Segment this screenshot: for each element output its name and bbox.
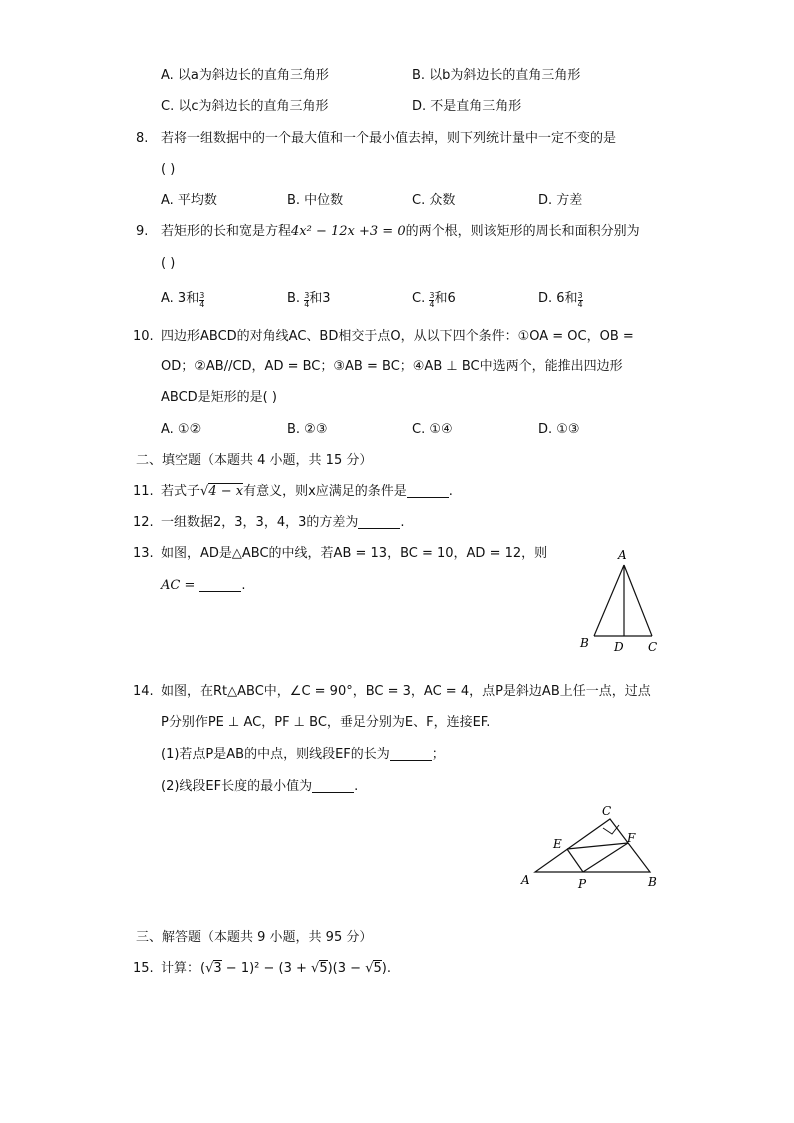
label-c: C	[648, 640, 658, 654]
q10-line2: OD；②AB//CD，AD = BC；③AB = BC；④AB ⊥ BC中选两个，能推出四边形	[161, 359, 623, 374]
answer-blank	[358, 515, 400, 529]
q8-option-b: B. 中位数	[287, 193, 344, 208]
q8-paren: ( )	[161, 162, 176, 177]
q8-option-d: D. 方差	[538, 193, 583, 208]
q14-right-triangle-figure	[515, 800, 665, 895]
q14-line2: P分别作PE ⊥ AC，PF ⊥ BC，垂足分别为E、F，连接EF.	[161, 715, 491, 730]
q10-option-d: D. ①③	[538, 422, 580, 437]
q9-option-d: D. 6和 $\frac{3}{4}$	[538, 291, 583, 309]
answer-blank	[312, 779, 354, 793]
q7-option-c: C. 以c为斜边长的直角三角形	[161, 99, 329, 114]
q10-option-b: B. ②③	[287, 422, 328, 437]
q7-option-b: B. 以b为斜边长的直角三角形	[412, 68, 581, 83]
sqrt-sign: √	[311, 961, 320, 976]
section-2-title: 二、填空题（本题共 4 小题，共 15 分）	[136, 453, 373, 468]
label-a: A	[618, 548, 627, 562]
q13-number: 13.	[133, 546, 154, 561]
q10-number: 10.	[133, 329, 154, 344]
q13-triangle-figure	[570, 545, 670, 655]
q9-paren: ( )	[161, 256, 176, 271]
q14-number: 14.	[133, 684, 154, 699]
q8-text: 若将一组数据中的一个最大值和一个最小值去掉，则下列统计量中一定不变的是	[161, 131, 617, 146]
q13-line2: AC = .	[161, 578, 246, 593]
answer-blank	[390, 747, 432, 761]
label-e: E	[553, 837, 562, 851]
q9-option-a: A. 3和 $\frac{3}{4}$	[161, 291, 205, 309]
q9-number: 9.	[136, 224, 149, 239]
q7-option-d: D. 不是直角三角形	[412, 99, 522, 114]
q10-line3: ABCD是矩形的是( )	[161, 390, 277, 405]
label-p: P	[578, 877, 587, 891]
q15-expression: 计算：(√3 − 1)² − (3 + √5)(3 − √5).	[161, 961, 391, 976]
q12-number: 12.	[133, 515, 154, 530]
q10-option-c: C. ①④	[412, 422, 453, 437]
q14-line1: 如图，在Rt△ABC中，∠C = 90°，BC = 3，AC = 4，点P是斜边AB上任一点，过点	[161, 684, 651, 699]
label-d: D	[614, 640, 624, 654]
q14-sub2: (2)线段EF长度的最小值为 .	[161, 779, 359, 794]
fraction: $\frac{3}{4}$	[429, 291, 435, 309]
q12-text: 一组数据2，3，3，4，3的方差为 .	[161, 515, 405, 530]
q11-number: 11.	[133, 484, 154, 499]
q15-number: 15.	[133, 961, 154, 976]
section-3-title: 三、解答题（本题共 9 小题，共 95 分）	[136, 930, 373, 945]
fraction: $\frac{3}{4}$	[199, 291, 205, 309]
q9-option-c: C. $\frac{3}{4}$ 和6	[412, 291, 456, 309]
q10-option-a: A. ①②	[161, 422, 202, 437]
q9-text: 若矩形的长和宽是方程4x² − 12x +3 = 0的两个根，则该矩形的周长和面积分别为	[161, 224, 640, 239]
q10-line1: 四边形ABCD的对角线AC、BD相交于点O，从以下四个条件：①OA = OC，OB =	[161, 329, 634, 344]
label-f: F	[627, 831, 636, 845]
q11-text: 若式子√4 − x有意义，则x应满足的条件是 .	[161, 484, 453, 499]
label-b: B	[648, 875, 657, 889]
answer-blank	[407, 484, 449, 498]
q8-number: 8.	[136, 131, 149, 146]
q8-option-c: C. 众数	[412, 193, 456, 208]
label-c: C	[602, 804, 612, 818]
label-a: A	[521, 873, 530, 887]
sqrt-sign: √	[200, 484, 209, 499]
fraction: $\frac{3}{4}$	[304, 291, 310, 309]
q9-equation: 4x² − 12x +3 = 0	[291, 224, 406, 239]
q7-option-a: A. 以a为斜边长的直角三角形	[161, 68, 329, 83]
answer-blank	[199, 578, 241, 592]
q14-sub1: (1)若点P是AB的中点，则线段EF的长为 ；	[161, 747, 445, 762]
sqrt-sign: √	[205, 961, 214, 976]
q13-line1: 如图，AD是△ABC的中线，若AB = 13，BC = 10，AD = 12，则	[161, 546, 548, 561]
q9-option-b: B. $\frac{3}{4}$ 和3	[287, 291, 331, 309]
q8-option-a: A. 平均数	[161, 193, 217, 208]
label-b: B	[580, 636, 589, 650]
fraction: $\frac{3}{4}$	[577, 291, 583, 309]
sqrt-sign: √	[365, 961, 374, 976]
